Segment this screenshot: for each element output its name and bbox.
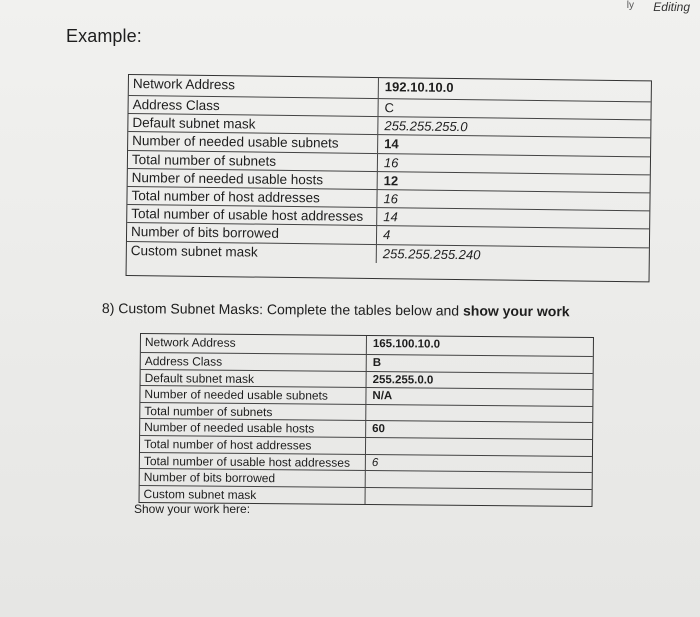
row-label: Number of bits borrowed xyxy=(143,470,276,486)
row-value: 4 xyxy=(382,227,391,243)
row-label: Custom subnet mask xyxy=(143,486,257,502)
exercise-table xyxy=(139,333,594,507)
example-heading: Example: xyxy=(66,26,142,46)
column-divider xyxy=(377,154,378,171)
row-value: C xyxy=(384,100,395,116)
column-divider xyxy=(365,405,366,421)
column-divider xyxy=(378,78,379,98)
section-heading xyxy=(102,300,570,319)
column-divider xyxy=(365,421,366,437)
column-divider xyxy=(377,135,378,152)
column-divider xyxy=(377,117,378,134)
column-divider xyxy=(365,438,366,454)
column-divider xyxy=(376,245,377,263)
row-value[interactable]: N/A xyxy=(372,390,393,403)
row-label: Total number of host addresses xyxy=(143,437,312,453)
row-label: Total number of usable host addresses xyxy=(143,453,351,470)
row-value[interactable]: 6 xyxy=(371,456,379,469)
row-value: 12 xyxy=(383,172,399,189)
row-label: Default subnet mask xyxy=(144,370,255,386)
row-label: Total number of subnets xyxy=(131,151,277,169)
work-label: Show your work here: xyxy=(134,502,251,516)
row-value: 192.10.10.0 xyxy=(384,79,454,95)
column-divider xyxy=(378,99,379,116)
row-label: Custom subnet mask xyxy=(130,242,258,260)
example-table xyxy=(126,74,652,282)
section-text: 8) Custom Subnet Masks: Complete the tables below and xyxy=(101,300,464,319)
row-value[interactable]: B xyxy=(372,357,382,370)
row-label: Network Address xyxy=(144,335,236,350)
column-divider xyxy=(365,455,366,471)
row-value: 16 xyxy=(383,154,399,170)
column-divider xyxy=(377,172,378,189)
toolbar-icon[interactable]: ly xyxy=(626,0,634,11)
row-label: Total number of host addresses xyxy=(131,187,320,206)
column-divider xyxy=(366,372,367,388)
top-bar xyxy=(0,0,700,18)
row-label: Address Class xyxy=(132,97,220,114)
row-label: Number of needed usable hosts xyxy=(131,169,324,188)
column-divider xyxy=(365,488,366,505)
row-value[interactable]: 165.100.10.0 xyxy=(372,338,441,351)
row-label: Network Address xyxy=(132,76,236,93)
row-value: 16 xyxy=(383,191,399,207)
row-label: Total number of usable host addresses xyxy=(131,206,364,225)
row-label: Total number of subnets xyxy=(144,403,273,419)
row-value: 255.255.255.240 xyxy=(382,245,481,262)
row-value: 14 xyxy=(383,209,398,225)
column-divider xyxy=(376,226,377,243)
row-label: Number of needed usable subnets xyxy=(132,133,339,151)
row-value[interactable]: 60 xyxy=(372,423,386,436)
column-divider xyxy=(366,336,367,354)
section-emphasis: show your work xyxy=(462,302,570,320)
editing-status[interactable]: Editing xyxy=(653,0,690,14)
column-divider xyxy=(376,208,377,225)
row-value: 14 xyxy=(384,136,399,152)
column-divider xyxy=(365,388,366,404)
row-label: Number of bits borrowed xyxy=(130,224,279,242)
row-label: Address Class xyxy=(144,354,223,369)
row-label: Default subnet mask xyxy=(132,115,256,132)
row-value: 255.255.255.0 xyxy=(384,118,468,135)
row-value[interactable]: 255.255.0.0 xyxy=(372,373,434,387)
column-divider xyxy=(366,355,367,371)
column-divider xyxy=(365,471,366,487)
column-divider xyxy=(376,190,377,207)
row-label: Number of needed usable subnets xyxy=(144,387,328,403)
row-label: Number of needed usable hosts xyxy=(144,420,315,436)
